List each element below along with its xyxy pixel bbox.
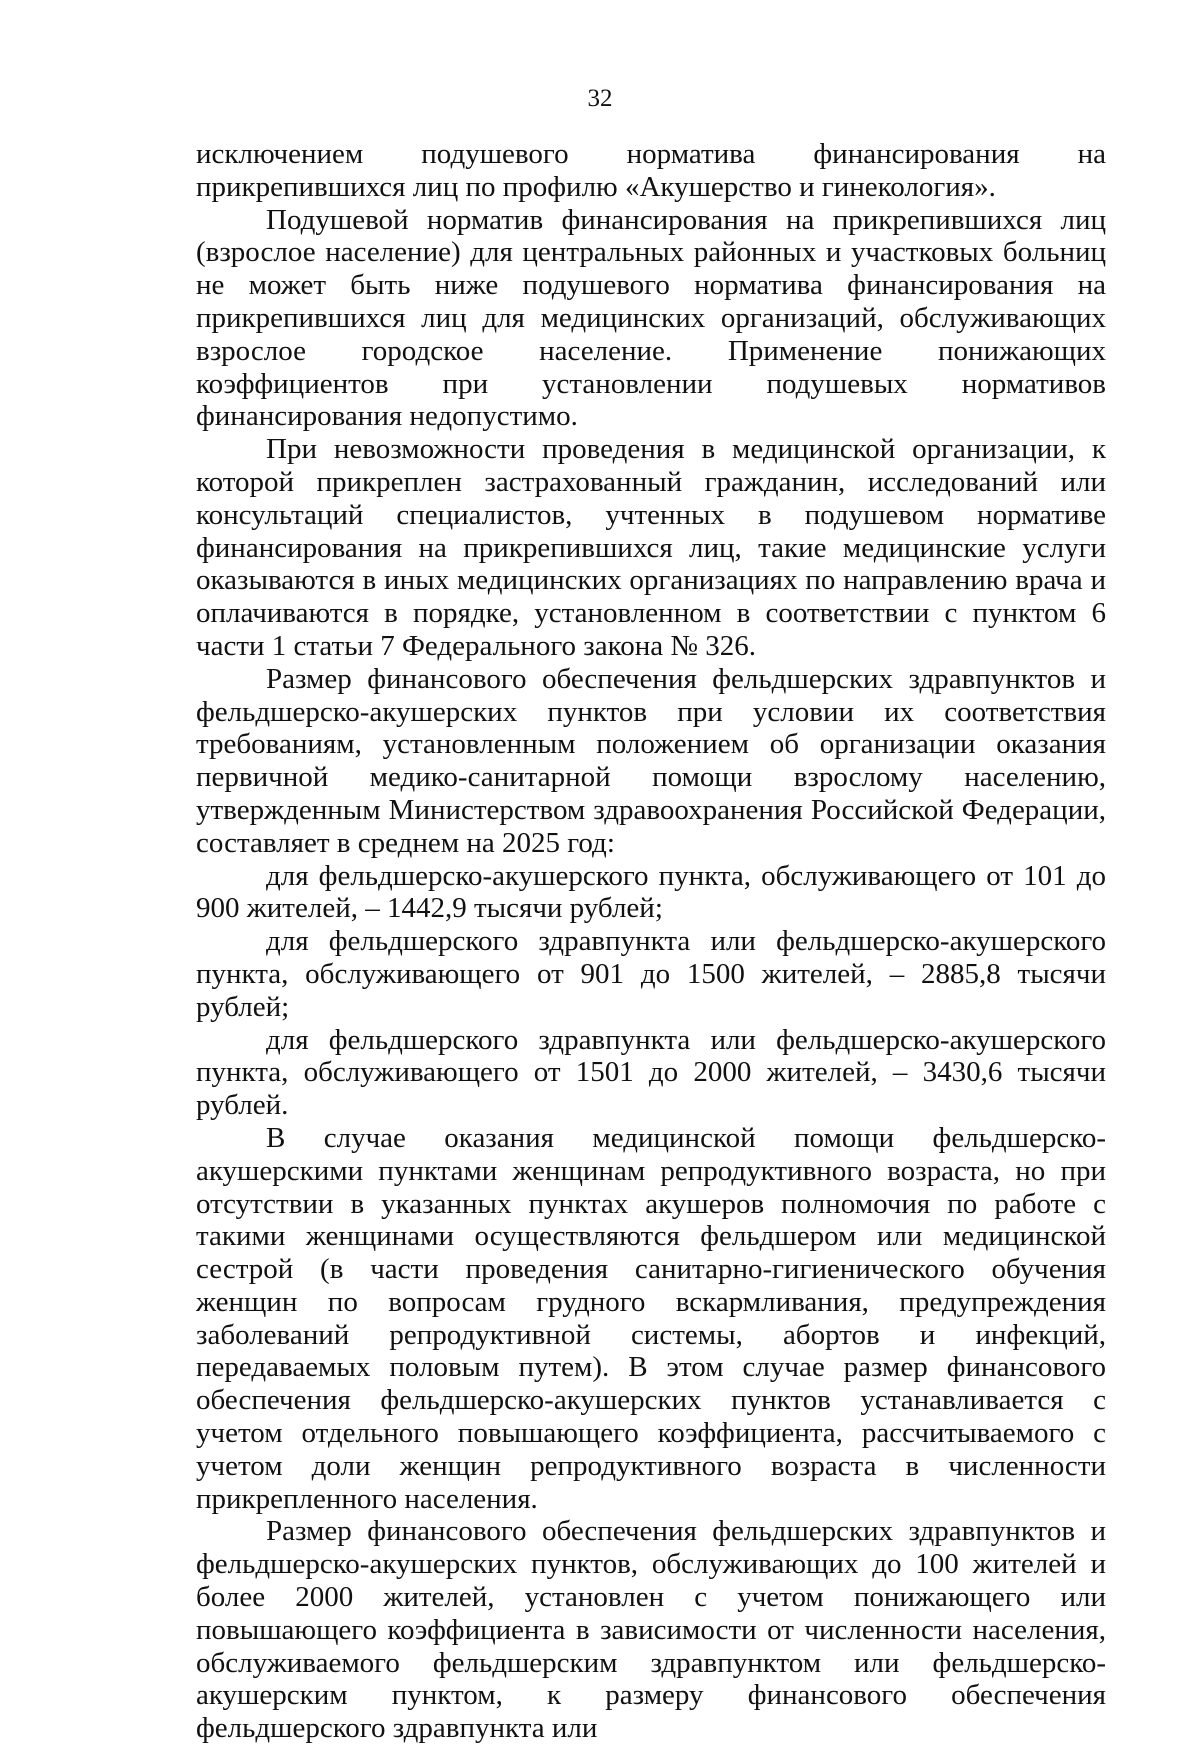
list-item-paragraph: для фельдшерско-акушерского пункта, обслуживающего от 101 до 900 жителей, – 1442,9 тысячи рублей;: [196, 859, 1106, 925]
paragraph: При невозможности проведения в медицинской организации, к которой прикреплен застрахованный гражданин, исследований или консультаций специалистов, учтенных в подушевом нормативе финансирования на прикрепившихся лиц, такие медицинские услуги оказываются в иных медицинских организациях по направлению врача и оплачиваются в порядке, установленном в соответствии с пунктом 6 части 1 статьи 7 Федерального закона № 326.: [196, 433, 1106, 662]
body-text: [196, 138, 1106, 1745]
list-item-paragraph: для фельдшерского здравпункта или фельдшерско-акушерского пункта, обслуживающего от 901 до 1500 жителей, – 2885,8 тысячи рублей;: [196, 925, 1106, 1023]
list-item-paragraph: для фельдшерского здравпункта или фельдшерско-акушерского пункта, обслуживающего от 1501 до 2000 жителей, – 3430,6 тысячи рублей.: [196, 1023, 1106, 1122]
paragraph: В случае оказания медицинской помощи фельдшерско-акушерскими пунктами женщинам репродуктивного возраста, но при отсутствии в указанных пунктах акушеров полномочия по работе с такими женщинами осуществляются фельдшером или медицинской сестрой (в части проведения санитарно-гигиенического обучения женщин по вопросам грудного вскармливания, предупреждения заболеваний репродуктивной системы, абортов и инфекций, передаваемых половым путем). В этом случае размер финансового обеспечения фельдшерско-акушерских пунктов устанавливается с учетом отдельного повышающего коэффициента, рассчитываемого с учетом доли женщин репродуктивного возраста в численности прикрепленного населения.: [196, 1121, 1106, 1515]
paragraph: Подушевой норматив финансирования на прикрепившихся лиц (взрослое население) для центральных районных и участковых больниц не может быть ниже подушевого норматива финансирования на прикрепившихся лиц для медицинских организаций, обслуживающих взрослое городское население. Применение понижающих коэффициентов при установлении подушевых нормативов финансирования недопустимо.: [196, 203, 1106, 433]
paragraph: исключением подушевого норматива финансирования на прикрепившихся лиц по профилю «Акушерство и гинекология».: [196, 138, 1106, 203]
paragraph: Размер финансового обеспечения фельдшерских здравпунктов и фельдшерско-акушерских пунктов при условии их соответствия требованиям, установленным положением об организации оказания первичной медико-санитарной помощи взрослому населению, утвержденным Министерством здравоохранения Российской Федерации, составляет в среднем на 2025 год:: [196, 662, 1106, 859]
page-number: 32: [587, 85, 613, 112]
paragraph: Размер финансового обеспечения фельдшерских здравпунктов и фельдшерско-акушерских пунктов, обслуживающих до 100 жителей и более 2000 жителей, установлен с учетом понижающего или повышающего коэффициента в зависимости от численности населения, обслуживаемого фельдшерским здравпунктом или фельдшерско-акушерским пунктом, к размеру финансового обеспечения фельдшерского здравпункта или: [196, 1515, 1106, 1745]
